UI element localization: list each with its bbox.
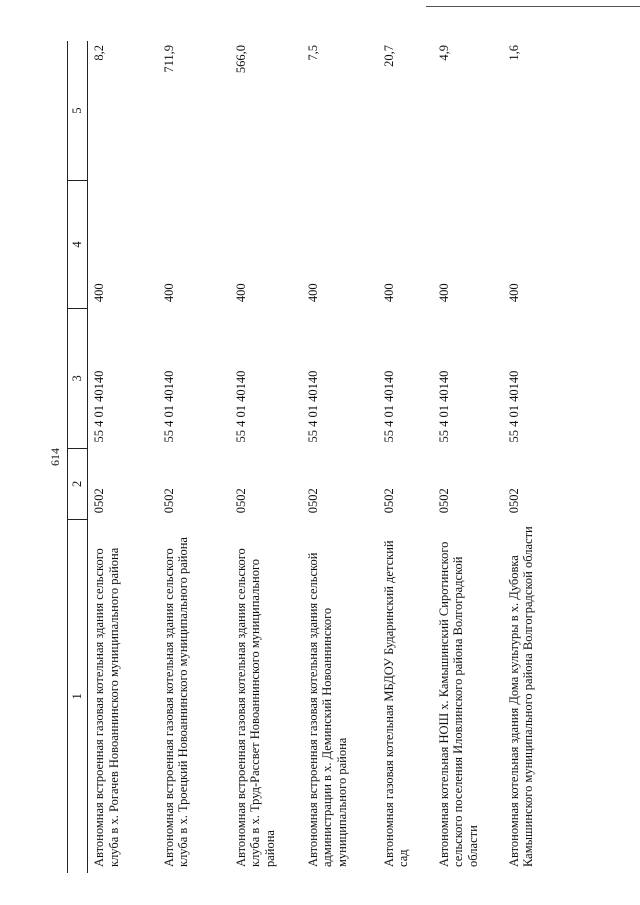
row-value: 8,2 [92, 45, 106, 61]
row-value: 7,5 [305, 45, 320, 61]
table-row [378, 41, 433, 873]
table-row [158, 41, 230, 873]
col-header-2: 2 [68, 448, 88, 519]
page-number: 614 [48, 448, 62, 466]
row-name: Автономная котельная НОШ х. Камышинский Сиротинского сельского поселения Иловлинского района Волгоградской области [436, 541, 480, 867]
row-value: 566,0 [233, 45, 248, 74]
table-row [302, 41, 378, 873]
table-row [230, 41, 302, 873]
table-body [88, 41, 579, 873]
row-type: 400 [161, 283, 176, 303]
row-csr: 55 4 01 40140 [436, 370, 451, 443]
row-value: 1,6 [506, 45, 521, 61]
top-rule [426, 6, 640, 7]
budget-table [67, 41, 579, 873]
row-value: 20,7 [381, 45, 396, 67]
row-code: 0502 [92, 488, 106, 514]
col-header-3: 3 [68, 308, 88, 448]
row-type: 400 [92, 283, 106, 303]
table-row [433, 41, 503, 873]
row-csr: 55 4 01 40140 [381, 370, 396, 443]
col-header-5: 5 [68, 41, 88, 181]
col-header-1: 1 [68, 519, 88, 873]
table-row [88, 41, 158, 873]
row-value: 711,9 [161, 45, 176, 73]
col-header-4: 4 [68, 181, 88, 308]
row-name: Автономная встроенная газовая котельная здания сельского клуба в х. Труд-Рассвет Новоаннинского муниципального района [233, 548, 277, 867]
rotated-page [48, 41, 608, 873]
table-row [503, 41, 579, 873]
row-name: Автономная встроенная газовая котельная здания сельского клуба в х. Рогачев Новоаннинского муниципального района [92, 547, 121, 867]
row-code: 0502 [161, 488, 176, 514]
header-row [68, 41, 88, 873]
row-code: 0502 [436, 488, 451, 514]
row-type: 400 [233, 283, 248, 303]
row-name: Автономная газовая котельная МБДОУ Бударинский детский сад [381, 540, 410, 867]
row-type: 400 [436, 283, 451, 303]
row-code: 0502 [381, 488, 396, 514]
row-name: Автономная встроенная газовая котельная здания сельской администрации в х. Деминский Новоаннинского муниципального района [305, 552, 349, 867]
row-code: 0502 [233, 488, 248, 514]
row-code: 0502 [506, 488, 521, 514]
row-type: 400 [506, 283, 521, 303]
row-csr: 55 4 01 40140 [92, 370, 106, 443]
row-value: 4,9 [436, 45, 451, 61]
row-csr: 55 4 01 40140 [161, 370, 176, 443]
row-type: 400 [381, 283, 396, 303]
row-csr: 55 4 01 40140 [506, 370, 521, 443]
row-name: Автономная котельная здания Дома культуры в х. Дубовка Камышинского муниципального района Волгоградской области [506, 526, 535, 867]
row-type: 400 [305, 283, 320, 303]
row-csr: 55 4 01 40140 [233, 370, 248, 443]
row-csr: 55 4 01 40140 [305, 370, 320, 443]
row-code: 0502 [305, 488, 320, 514]
row-name: Автономная встроенная газовая котельная здания сельского клуба в х. Троецкий Новоаннинского муниципального района [161, 537, 190, 867]
